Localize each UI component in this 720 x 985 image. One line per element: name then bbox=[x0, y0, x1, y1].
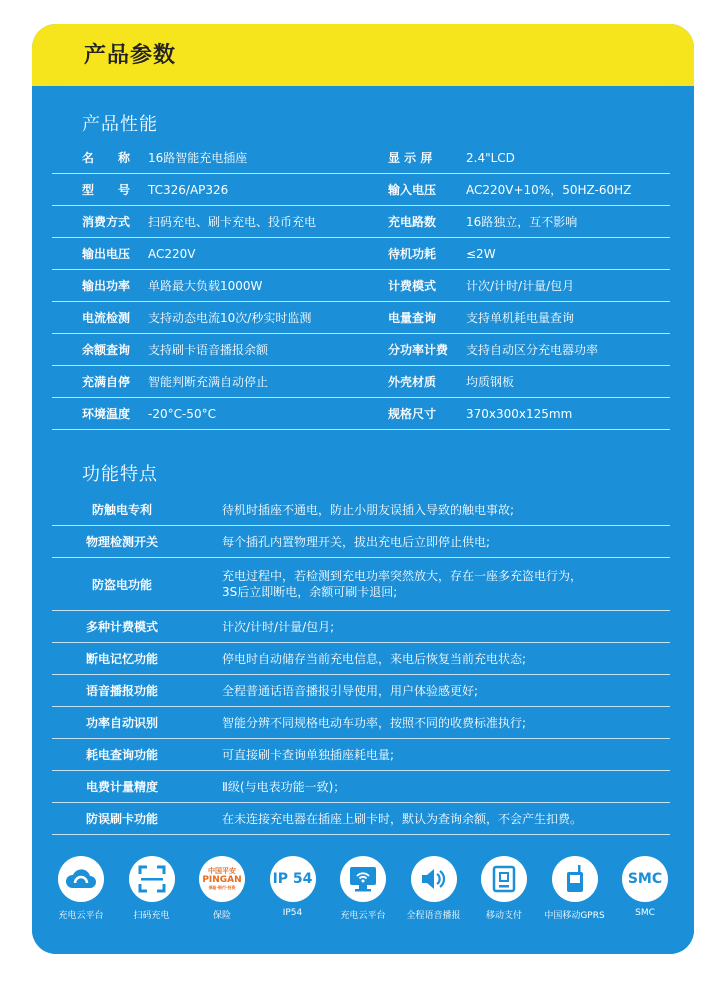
smc-icon bbox=[622, 856, 668, 902]
spec-value: 16路独立，互不影响 bbox=[466, 215, 578, 229]
feature-row bbox=[52, 611, 670, 643]
feature-key: 语音播报功能 bbox=[85, 684, 158, 698]
spec-key: 显 示 屏 bbox=[388, 151, 433, 165]
feature-key: 耗电查询功能 bbox=[85, 748, 158, 762]
feature-row bbox=[52, 803, 670, 835]
icon-label: 全程语音播报 bbox=[406, 911, 461, 921]
icon-label: 充电云平台 bbox=[340, 911, 386, 921]
feature-key: 物理检测开关 bbox=[85, 535, 158, 549]
feature-value: 停电时自动储存当前充电信息，来电后恢复当前充电状态; bbox=[222, 651, 527, 666]
performance-title: 产品性能 bbox=[82, 114, 158, 135]
speaker-icon bbox=[411, 856, 457, 902]
feature-value: 每个插孔内置物理开关，拔出充电后立即停止供电; bbox=[222, 534, 491, 549]
icon-label: 移动支付 bbox=[485, 911, 522, 921]
icon-label: 扫码充电 bbox=[133, 911, 170, 921]
spec-value: 370x300x125mm bbox=[466, 406, 573, 421]
spec-key: 输出功率 bbox=[82, 279, 131, 293]
spec-value: 均质钢板 bbox=[466, 375, 515, 389]
pingan-icon bbox=[199, 856, 245, 902]
spec-key: 待机功耗 bbox=[388, 247, 437, 261]
icon-item bbox=[328, 856, 398, 921]
product-card bbox=[32, 24, 694, 954]
icon-item bbox=[187, 856, 257, 921]
spec-key: 外壳材质 bbox=[388, 375, 437, 389]
feature-row bbox=[52, 739, 670, 771]
feature-value: 在未连接充电器在插座上刷卡时，默认为查询余额，不会产生扣费。 bbox=[222, 811, 583, 826]
spec-value: TC326/AP326 bbox=[148, 182, 229, 197]
feature-key: 防盗电功能 bbox=[91, 577, 152, 592]
brand-cn: 中国平安 bbox=[208, 867, 236, 875]
monitor-icon bbox=[340, 856, 386, 902]
feature-value: Ⅱ级(与电表功能一致)； bbox=[222, 779, 346, 794]
spec-value: 支持动态电流10次/秒实时监测 bbox=[148, 311, 312, 325]
spec-key: 消费方式 bbox=[82, 215, 131, 229]
icon-label: IP54 bbox=[282, 908, 303, 918]
feature-value bbox=[192, 568, 670, 600]
spec-value: 计次/计时/计量/包月 bbox=[466, 279, 575, 293]
spec-value: 16路智能充电插座 bbox=[148, 151, 248, 165]
ip54-icon bbox=[270, 856, 316, 902]
feature-key: 断电记忆功能 bbox=[85, 652, 158, 666]
icon-label: 保险 bbox=[212, 911, 231, 921]
spec-key: 电量查询 bbox=[388, 311, 437, 325]
gprs-icon bbox=[552, 856, 598, 902]
spec-key: 计费模式 bbox=[388, 279, 437, 293]
feature-value: 全程普通话语音播报引导使用，用户体验感更好; bbox=[222, 683, 479, 698]
feature-key: 防误刷卡功能 bbox=[85, 812, 158, 826]
ip54-badge: IP 54 bbox=[272, 871, 313, 887]
spec-value: ≤2W bbox=[466, 246, 496, 261]
spec-row bbox=[52, 142, 670, 174]
feature-key: 功率自动识别 bbox=[85, 716, 158, 730]
spec-value: 2.4"LCD bbox=[466, 150, 515, 165]
spec-row bbox=[52, 270, 670, 302]
spec-value: 扫码充电、刷卡充电、投币充电 bbox=[148, 215, 317, 229]
spec-row bbox=[52, 206, 670, 238]
spec-key: 环境温度 bbox=[82, 407, 131, 421]
spec-row bbox=[52, 302, 670, 334]
spec-key: 名 称 bbox=[82, 151, 131, 165]
feature-icons bbox=[46, 856, 680, 921]
page-title: 产品参数 bbox=[84, 43, 177, 68]
feature-key: 多种计费模式 bbox=[85, 620, 158, 634]
icon-item bbox=[258, 856, 328, 921]
spec-key: 输入电压 bbox=[388, 183, 437, 197]
feature-value: 计次/计时/计量/包月; bbox=[222, 619, 335, 634]
feature-value: 智能分辨不同规格电动车功率，按照不同的收费标准执行; bbox=[222, 715, 527, 730]
spec-key: 电流检测 bbox=[82, 311, 131, 325]
icon-item bbox=[610, 856, 680, 921]
feature-key: 防触电专利 bbox=[91, 503, 152, 517]
icon-item bbox=[540, 856, 610, 921]
spec-table bbox=[52, 142, 670, 430]
features-title: 功能特点 bbox=[82, 464, 158, 485]
spec-row bbox=[52, 334, 670, 366]
brand-sub: 保险·银行·投资 bbox=[208, 885, 236, 890]
spec-value: 支持自动区分充电器功率 bbox=[466, 343, 599, 357]
feature-value: 待机时插座不通电，防止小朋友误插入导致的触电事故; bbox=[222, 502, 515, 517]
spec-key: 余额查询 bbox=[82, 343, 131, 357]
icon-label: SMC bbox=[635, 908, 655, 918]
spec-key: 充满自停 bbox=[82, 375, 131, 389]
features-table bbox=[52, 494, 670, 835]
spec-key: 规格尺寸 bbox=[388, 407, 437, 421]
feature-row bbox=[52, 558, 670, 611]
spec-value: AC220V+10%，50HZ-60HZ bbox=[466, 183, 632, 197]
feature-row bbox=[52, 643, 670, 675]
spec-value: 智能判断充满自动停止 bbox=[148, 375, 269, 389]
spec-value: 支持单机耗电量查询 bbox=[466, 311, 575, 325]
feature-key: 电费计量精度 bbox=[85, 780, 158, 794]
smc-badge: SMC bbox=[627, 871, 663, 887]
feature-value: 可直接刷卡查询单独插座耗电量; bbox=[222, 747, 395, 762]
spec-row bbox=[52, 398, 670, 430]
feature-row bbox=[52, 771, 670, 803]
spec-key: 充电路数 bbox=[388, 215, 437, 229]
cloud-icon bbox=[58, 856, 104, 902]
header-banner bbox=[32, 24, 694, 86]
spec-key: 分功率计费 bbox=[388, 343, 449, 357]
feature-value-line: 3S后立即断电，余额可刷卡退回; bbox=[222, 585, 398, 599]
spec-row bbox=[52, 238, 670, 270]
icon-item bbox=[46, 856, 116, 921]
icon-item bbox=[469, 856, 539, 921]
spec-value: AC220V bbox=[148, 246, 196, 261]
spec-key: 型 号 bbox=[82, 183, 131, 197]
spec-value: 单路最大负载1000W bbox=[148, 279, 263, 293]
spec-value: -20°C-50°C bbox=[148, 406, 216, 421]
feature-row bbox=[52, 707, 670, 739]
icon-label: 充电云平台 bbox=[58, 911, 104, 921]
spec-value: 支持刷卡语音播报余额 bbox=[148, 343, 269, 357]
mobile-pay-icon bbox=[481, 856, 527, 902]
spec-key: 输出电压 bbox=[82, 247, 131, 261]
icon-label: 中国移动GPRS bbox=[544, 911, 605, 921]
icon-item bbox=[399, 856, 469, 921]
feature-row bbox=[52, 494, 670, 526]
feature-row bbox=[52, 675, 670, 707]
brand-en: PINGAN bbox=[202, 875, 242, 885]
feature-value-line: 充电过程中，若检测到充电功率突然放大，存在一座多充盗电行为， bbox=[222, 569, 583, 583]
scan-icon bbox=[129, 856, 175, 902]
feature-row bbox=[52, 526, 670, 558]
spec-row bbox=[52, 366, 670, 398]
icon-item bbox=[117, 856, 187, 921]
spec-row bbox=[52, 174, 670, 206]
